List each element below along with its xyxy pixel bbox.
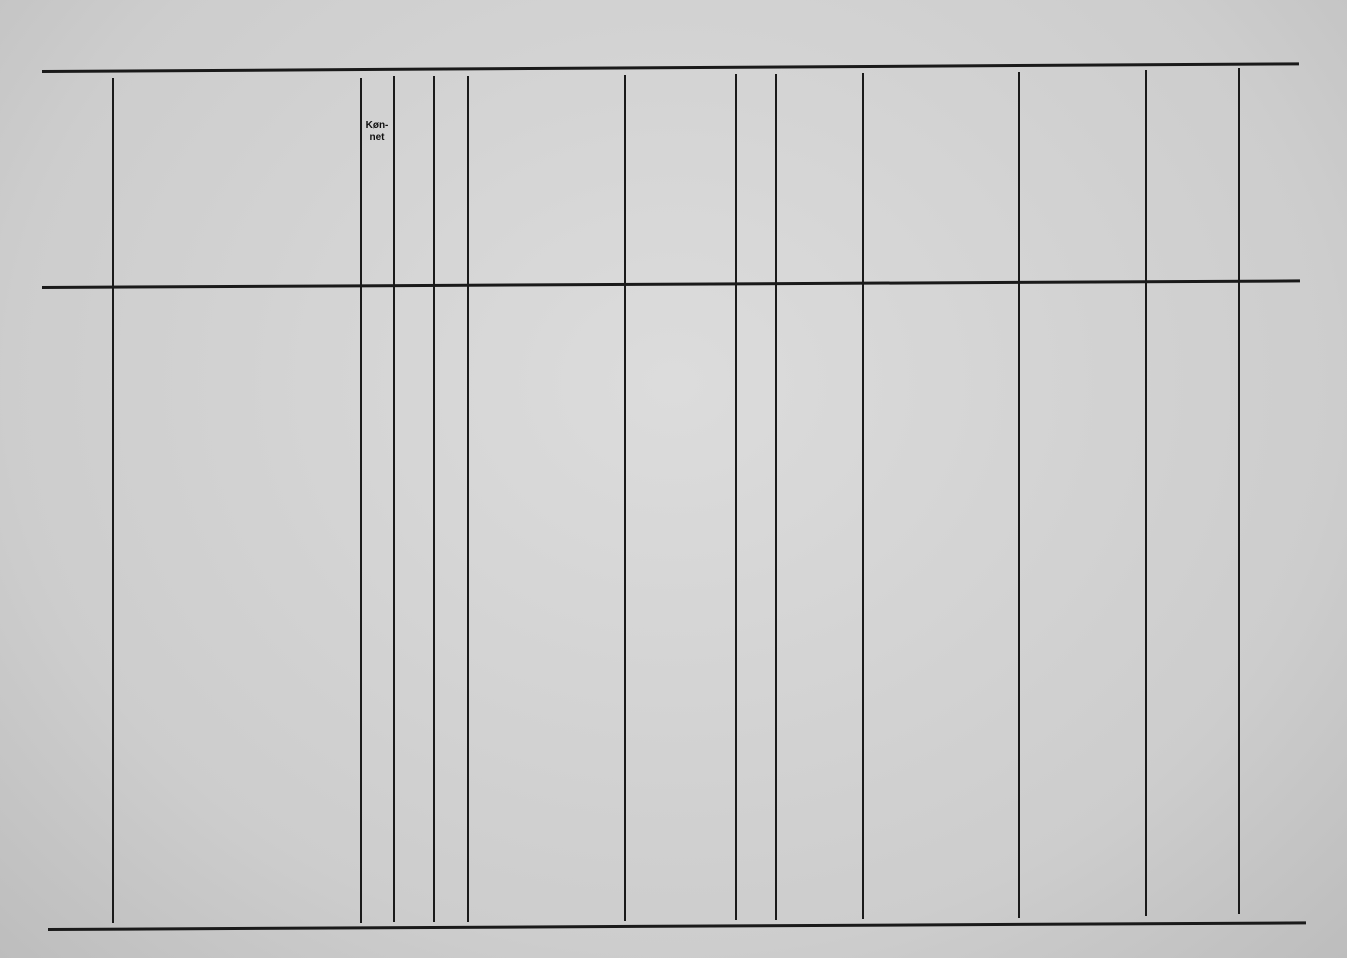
header-col-10: [866, 110, 1016, 122]
col-divider: [360, 78, 362, 923]
col-divider: [862, 73, 864, 919]
col-divider: [467, 76, 469, 922]
header-rule: [42, 279, 1300, 289]
col-divider: [735, 74, 737, 920]
col-divider: [775, 74, 777, 920]
col-divider: [1018, 72, 1020, 918]
header-col-3: Køn- net: [365, 120, 389, 143]
col-divider: [393, 76, 395, 922]
col-divider: [624, 75, 626, 921]
header-col-8: [736, 96, 774, 100]
col-divider: [112, 78, 114, 923]
col-divider: [433, 76, 435, 922]
header-col-2: [118, 128, 354, 136]
header-col-6: [470, 104, 622, 107]
bottom-rule: [48, 921, 1306, 931]
col-divider: [1238, 68, 1240, 914]
col-divider: [1145, 70, 1147, 916]
top-rule: [42, 62, 1299, 73]
header-col-9: [777, 100, 862, 110]
form-title: [155, 10, 1255, 18]
header-col-7: [626, 122, 734, 132]
header-col-11: [1020, 86, 1144, 96]
